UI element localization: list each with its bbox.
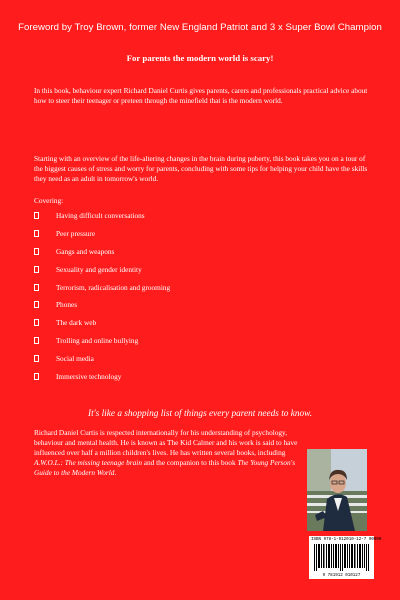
checkbox-icon [34,301,39,308]
headline: For parents the modern world is scary! [126,53,274,63]
checkbox-icon [34,355,39,362]
barcode-icon [314,544,369,571]
isbn-barcode [309,536,382,579]
checkbox-icon [34,230,39,237]
isbn-label: ISBN 978-1-912010-12-7 90000 [311,538,382,542]
list-item: Immersive technology [34,372,170,390]
foreword-credit: Foreword by Troy Brown, former New England Patriot and 3 x Super Bowl Champion [18,22,382,33]
checkbox-icon [34,212,39,219]
overview-paragraph: Starting with an overview of the life-altering changes in the brain during puberty, this book takes you on a tour of the biggest causes of stress and worry for parents, concluding with some tips for helping your child have the skills they need as an adult in tomorrow's world. [34,154,368,183]
author-bio: Richard Daniel Curtis is respected internationally for his understanding of psychology, behaviour and mental health. He is known as The Kid Calmer and his work is said to have influenced over half a million children's lives. He has written several books, including A.W.O.L.: The missing teenage brain and the companion to this book The Young Person's Guide to the Modern World. [34,428,298,478]
checkbox-icon [34,337,39,344]
list-item: Gangs and weapons [34,247,170,265]
book-title-companion: The Young Person's Guide to the Modern World [34,458,296,478]
list-item: Terrorism, radicalisation and grooming [34,283,170,301]
covering-label: Covering: [34,196,64,205]
list-item: Phones [34,300,170,318]
book-title-awol: A.W.O.L.: The missing teenage brain [34,458,142,468]
checkbox-icon [34,284,39,291]
checkbox-icon [34,266,39,273]
list-item: The dark web [34,318,170,336]
topic-list [34,211,170,390]
price-code: 90000 [368,538,382,542]
intro-paragraph: In this book, behaviour expert Richard Daniel Curtis gives parents, carers and professionals practical advice about how to steer their teenager or preteen through the minefield that is the modern world. [34,86,368,105]
checkbox-icon [34,373,39,380]
list-item: Trolling and online bullying [34,336,170,354]
list-item: Social media [34,354,170,372]
barcode-number: 9 781912 010127 [322,574,361,578]
author-photo [307,449,367,531]
checkbox-icon [34,319,39,326]
list-item: Having difficult conversations [34,211,170,229]
author-photo-icon [307,449,367,531]
list-item: Sexuality and gender identity [34,265,170,283]
list-item: Peer pressure [34,229,170,247]
checkbox-icon [34,248,39,255]
pull-quote: It's like a shopping list of things every parent needs to know. [87,409,313,419]
